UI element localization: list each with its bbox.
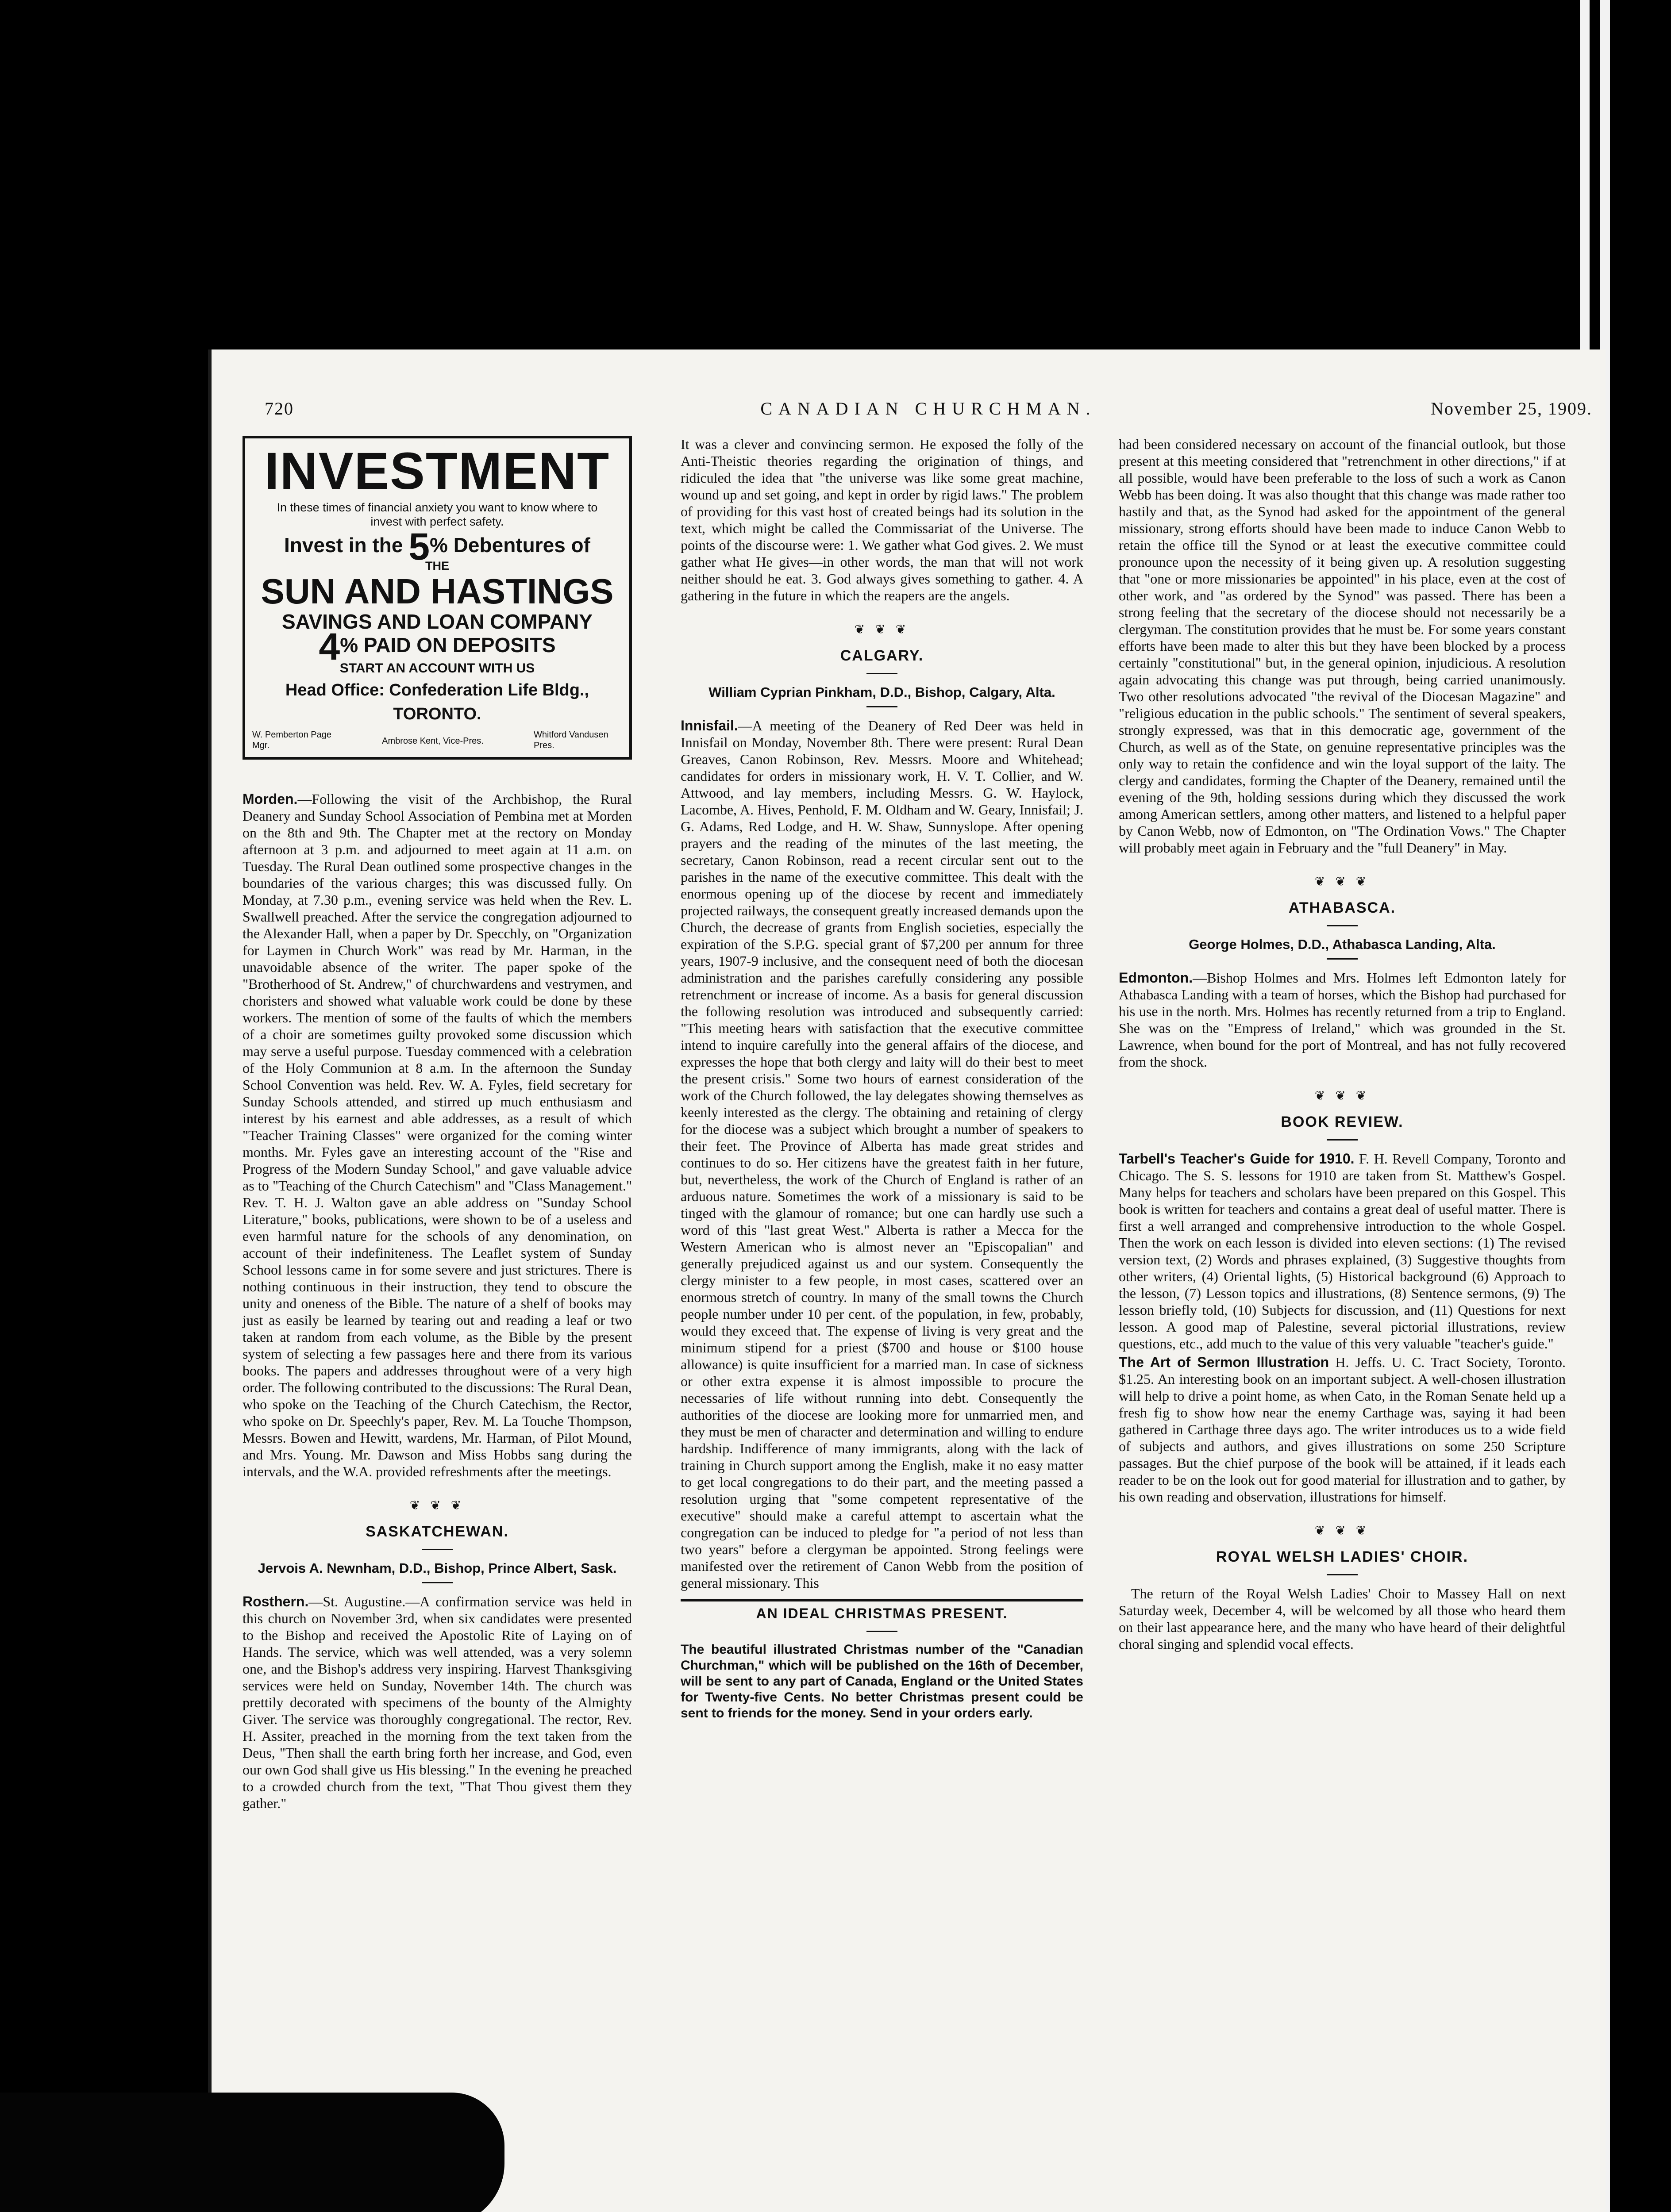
article-morden: Morden.—Following the visit of the Archbishop, the Rural Deanery and Sunday School Association of Pembina met at Morden on the 8th and 9th. The Chapter met at the rectory on Monday afternoon at 3 p.m. and adjourned to meet again at 11 a.m. on Tuesday. The Rural Dean outlined some prospective changes in the boundaries of the various charges; this was discussed fully. On Monday, at 7.30 p.m., evening service was held when the Rev. L. Swallwell preached. After the service the congregation adjourned to the Alexander Hall, when a paper by Dr. Specchly, on "Organization for Laymen in Church Work" was read by Mr. Harman, in the unavoidable absence of the writer. The paper spoke of the "Brotherhood of St. Andrew," of churchwardens and vestrymen, and choristers and showed what valuable work could be done by these workers. The mention of some of the faults of which the members of a choir are sometimes guilty provoked some discussion which may serve a useful purpose. Tuesday commenced with a celebration of the Holy Communion at 8 a.m. In the afternoon the Sunday School Convention was held. Rev. W. A. Fyles, field secretary for Sunday Schools attended, and stirred up much enthusiasm and interest by his earnest and able addresses, as a result of which "Teacher Training Classes" were organized for the coming winter months. Mr. Fyles gave an interesting account of the "Rise and Progress of the Modern Sunday School," and gave valuable advice as to "Teaching of the Church Catechism" and "Class Management." Rev. T. H. J. Walton gave an able address on "Sunday School Literature," books, publications, were shown to be of a useless and even harmful nature for the schools of any denomination, on account of their indefiniteness. The Leaflet system of Sunday School lessons came in for some severe and just strictures. There is nothing continuous in their instruction, they tend to obscure the unity and oneness of the Bible. The nature of a shelf of books may just as easily be learned by tearing out and reading a leaf or two taken at random from each volume, as the Bible by the present system of selecting a few passages here and there from its various books. The papers and addresses throughout were of a very high order. The following contributed to the discussions: The Rural Dean, who spoke on the Teaching of the Church Catechism, the Rector, who spoke on Dr. Speechly's paper, Rev. M. La Touche Thompson, Messrs. Bowen and Hewitt, wardens, Mr. Harman, of Pilot Mound, and Mrs. Young. Mr. Dawson and Miss Hobbs sang during the intervals, and the W.A. provided refreshments after the meetings.	[243, 791, 632, 1479]
newspaper-page	[212, 349, 1606, 2212]
section-ornament: ❦ ❦ ❦	[854, 623, 910, 637]
ad-officers	[252, 730, 622, 751]
christmas-notice	[681, 1599, 1083, 1721]
divider	[866, 706, 897, 707]
divider	[1327, 1574, 1358, 1575]
ad-deposit-line: 4% PAID ON DEPOSITS	[319, 625, 556, 668]
page-header	[265, 398, 1592, 425]
ad-officer-president: Whitford Vandusen Pres.	[533, 730, 608, 750]
divider	[1327, 925, 1358, 926]
divider	[1327, 958, 1358, 960]
section-ornament: ❦ ❦ ❦	[409, 1498, 465, 1513]
christmas-notice-text: The beautiful illustrated Christmas number of the "Canadian Churchman," which will be published on the 16th of December, will be sent to any part of Canada, England or the United States for Twenty-five Cents. No better Christmas present could be sent to friends for the money. Send in your orders early.	[681, 1642, 1083, 1720]
column-2	[681, 436, 1083, 1721]
article-rosthern: Rosthern.—St. Augustine.—A confirmation service was held in this church on November 3rd, when six candidates were presented to the Bishop and received the Apostolic Rite of Laying on of Hands. The service, which was well attended, was a very solemn one, and the Bishop's address very inspiring. Harvest Thanksgiving services were held on Sunday, November 14th. The church was prettily decorated with specimens of the bounty of the Almighty Giver. The service was thoroughly congregational. The rector, Rev. H. Assiter, preached in the morning from the text taken from the Deus, "Then shall the earth bring forth her increase, and God, even our own God shall give us His blessing." In the evening he preached to a crowded church from the text, "That Thou givest them they gather."	[243, 1593, 632, 1811]
ad-head-office: Head Office: Confederation Life Bldg., TORONTO.	[285, 680, 589, 723]
heading-calgary: CALGARY.	[840, 647, 924, 664]
divider	[866, 1631, 897, 1632]
column-3	[1119, 436, 1566, 1654]
issue-date: November 25, 1909.	[1431, 399, 1592, 419]
column-1	[243, 436, 632, 1813]
article-innisfail: Innisfail.—A meeting of the Deanery of Red Deer was held in Innisfail on Monday, November 8th. There were present: Rural Dean Greaves, Canon Robinson, Rev. Messrs. Moore and Whitehead; candidates for orders in missionary work, H. V. T. Collier, and W. Attwood, and lay members, including Messrs. G. W. Haylock, Lacombe, A. Hives, Penhold, F. M. Oldham and W. Geary, Innisfail; J. G. Adams, Red Lodge, and H. W. Shaw, Sunnyslope. After opening prayers and the reading of the minutes of the last meeting, the secretary, Canon Robinson, read a recent circular sent out to the parishes in the name of the executive committee. This dealt with the enormous opening up of the diocese by recent and immediately projected railways, the consequent greatly increased demands upon the Church, the decrease of grants from English societies, especially the expiration of the S.P.G. special grant of $7,200 per annum for three years, 1907-9 inclusive, and the consequent need of both the diocesan administration and the parishes carefully considering any possible retrenchment or increase of income. As a basis for general discussion the following resolution was introduced and subsequently carried: "This meeting hears with satisfaction that the executive committee intend to inquire carefully into the general affairs of the diocese, and expresses the hope that both clergy and laity will do their best to meet the present crisis." Some two hours of earnest consideration of the work of the Church followed, the lay delegates showing themselves as keenly interested as the clergy. The obtaining and retaining of clergy for the diocese was a subject which brought a number of speakers to their feet. The Province of Alberta has made great strides and continues to do so. Her citizens have the greatest faith in her future, but, nevertheless, the work of the Church of England is rather of an arduous nature. Sometimes the work of a missionary is said to be tinged with the glamour of romance; but one can hardly use such a word of this "last great West." Alberta is rather a Mecca for the Western American who is almost never an "Episcopalian" and generally prejudiced against us and our system. Consequently the clergy minister to a few people, in most cases, scattered over an enormous stretch of country. In many of the small towns the Church people number under 10 per cent. of the population, in few, probably, would they exceed that. The expense of living is very great and the minimum stipend for a priest ($700 and house or $100 house allowance) is quite insufficient for a married man. In case of sickness or other extra expense it is almost impossible to procure the necessaries of life without running into debt. Consequently the authorities of the diocese are looking more for unmarried men, and they must be men of character and determination and willing to endure hardship. Indifference of many immigrants, along with the lack of training in Church support among the English, make it no easy matter to get local congregations to do their part, and the meeting passed a resolution urging that "some competent representative of the executive" should make a careful attempt to ascertain what the congregation can be induced to pledge for "a period of not less than two years" before a clergyman be appointed. Strong feelings were manifested over the retirement of Canon Webb from the position of general missionary. This	[681, 718, 1083, 1591]
heading-christmas-present: AN IDEAL CHRISTMAS PRESENT.	[756, 1605, 1008, 1621]
article-sermon-continued: It was a clever and convincing sermon. He exposed the folly of the Anti-Theistic theories regarding the origination of things, and ridiculed the idea that "the universe was like some great machine, wound up and set going, and kept in order by rigid laws." The problem of providing for this vast host of created beings had its solution in the text, which might be called the Commissariat of the Universe. The points of the discourse were: 1. We gather what God gives. 2. We must gather what He gives—in other words, the man that will not work neither should he eat. 3. God always gives something to gather. 4. A gathering in the future in which the reapers are the angels.	[681, 436, 1083, 603]
ad-the: THE	[425, 559, 449, 572]
ad-tagline: In these times of financial anxiety you want to know where to invest with perfect safety.	[277, 501, 598, 528]
ad-company-name: SUN AND HASTINGS	[261, 571, 614, 611]
article-edmonton: Edmonton.—Bishop Holmes and Mrs. Holmes left Edmonton lately for Athabasca Landing with a team of horses, which the Bishop had purchased for his use in the north. Mrs. Holmes has recently returned from a trip to England. She was on the "Empress of Ireland," which was grounded in the St. Lawrence, when bound for the port of Montreal, and has not fully recovered from the shock.	[1119, 970, 1566, 1070]
investment-advertisement	[243, 436, 632, 760]
bishop-calgary: William Cyprian Pinkham, D.D., Bishop, Calgary, Alta.	[708, 684, 1055, 700]
scanner-thumb-shadow	[0, 2093, 504, 2212]
heading-athabasca: ATHABASCA.	[1288, 899, 1396, 916]
section-ornament: ❦ ❦ ❦	[1314, 1524, 1370, 1538]
section-ornament: ❦ ❦ ❦	[1314, 1089, 1370, 1103]
divider	[422, 1582, 453, 1583]
bishop-athabasca: George Holmes, D.D., Athabasca Landing, Alta.	[1189, 937, 1496, 952]
ad-account-line: START AN ACCOUNT WITH US	[339, 661, 535, 676]
article-welsh-choir: The return of the Royal Welsh Ladies' Choir to Massey Hall on next Saturday week, December 4, will be welcomed by all those who heard them on their last appearance here, and the many who have heard of their delightful choral singing and splendid vocal effects.	[1119, 1586, 1566, 1652]
divider	[422, 1549, 453, 1550]
review-sermon-illustration: The Art of Sermon Illustration H. Jeffs. U. C. Tract Society, Toronto. $1.25. An interesting book on an important subject. A well-chosen illustration will help to drive a point home, as when Cato, in the Roman Senate held up a fresh fig to show how near the enemy Carthage was, saying it had been gathered in Carthage three days ago. The writer introduces us to a wide field of subjects and authors, and gives illustrations on some 250 Scripture passages. But the chief purpose of the book will be attained, if it leads each reader to be on the look out for good material for illustration and to gather, by his own reading and observation, illustrations for himself.	[1119, 1354, 1566, 1505]
ad-title: INVESTMENT	[264, 442, 610, 500]
ad-company-name-2: SAVINGS AND LOAN COMPANY	[282, 610, 593, 633]
heading-saskatchewan: SASKATCHEWAN.	[366, 1523, 509, 1540]
publication-title: CANADIAN CHURCHMAN.	[760, 399, 1097, 419]
article-calgary-continued: had been considered necessary on account of the financial outlook, but those present at this meeting considered that "retrenchment in other directions," if at all possible, would have been preferable to the loss of such a work as Canon Webb has been doing. It was also thought that this change was made rather too hastily and that, as the Synod had asked for the appointment of the general missionary, strong efforts should have been made to induce Canon Webb to retain the office till the Synod or at least the executive committee could pronounce upon the necessity of it being given up. A resolution suggesting that "one or more missionaries be appointed" in his place, even at the cost of other work, and "as ordered by the Synod" was passed. There has been a strong feeling that the secretary of the diocese should not necessarily be a clergyman. The constitution provides that he must be. For some years constant efforts have been made to alter this but they have been blocked by a process certainly "constitutional" but, in the general opinion, injudicious. A resolution again advocating this change was put through, being carried unanimously. Two other resolutions advocated "the revival of the Diocesan Magazine" and "religious education in the public schools." The sentiment of several speakers, strongly expressed, was that in this democratic age, government of the Church, as well as of the State, on genuine representative principles was the only way to retain the confidence and win the loyal support of the laity. The clergy and candidates, forming the Chapter of the Deanery, remained until the evening of the 9th, holding sessions during which they discussed the work among American settlers, among other matters, and listened to a helpful paper by Canon Webb, now of Edmonton, on "The Ordination Vows." The Chapter will probably meet again in February and the "full Deanery" in May.	[1119, 436, 1566, 856]
review-tarbell: Tarbell's Teacher's Guide for 1910. F. H. Revell Company, Toronto and Chicago. The S. S. lessons for 1910 are taken from St. Matthew's Gospel. Many helps for teachers and scholars have been prepared on this Gospel. This book is written for teachers and contains a great deal of useful matter. There is first a well arranged and comprehensive introduction to the whole Gospel. Then the work on each lesson is divided into eleven sections: (1) The revised version text, (2) Words and phrases explained, (3) Suggestive thoughts from other writers, (4) Oriental lights, (5) Historical background (6) Approach to the lesson, (7) Lesson topics and illustrations, (8) Sentence sermons, (9) The lesson briefly told, (10) Subjects for discussion, and (11) Questions for next lesson. A good map of Palestine, several pictorial illustrations, review questions, etc., add much to the value of this very valuable "teacher's guide."	[1119, 1151, 1566, 1352]
ad-invest-line: Invest in the 5% Debentures of	[284, 525, 590, 568]
ad-officer-vice-president: Ambrose Kent, Vice-Pres.	[382, 736, 484, 746]
divider	[866, 673, 897, 674]
heading-welsh-choir: ROYAL WELSH LADIES' CHOIR.	[1216, 1548, 1469, 1565]
heading-book-review: BOOK REVIEW.	[1281, 1114, 1404, 1130]
section-ornament: ❦ ❦ ❦	[1314, 875, 1370, 889]
bishop-saskatchewan: Jervois A. Newnham, D.D., Bishop, Prince Albert, Sask.	[258, 1560, 617, 1576]
ad-officer-manager: W. Pemberton Page Mgr.	[252, 730, 331, 750]
page-number: 720	[265, 399, 294, 419]
divider	[1327, 1139, 1358, 1141]
